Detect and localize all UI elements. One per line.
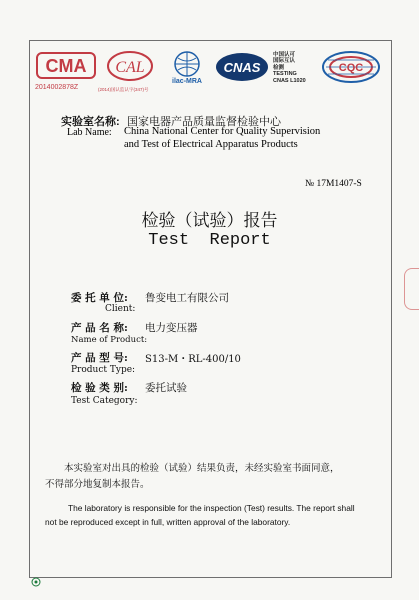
product-name-label-cn: 产 品 名 称:: [71, 322, 128, 334]
cnas-text-line: 中国认可: [273, 52, 296, 58]
notice-en-line2: not be reproduced except in full, written approval of the laboratory.: [45, 517, 291, 527]
notice-cn-line1: 本实验室对出具的检验（试验）结果负责，未经实验室书面同意，: [64, 463, 340, 474]
report-number: № 17M1407-S: [305, 179, 362, 189]
lab-name-en-label: Lab Name:: [67, 127, 112, 138]
cnas-text-line: 国际互认: [273, 58, 296, 65]
product-type-value: S13-M・RL-400/10: [145, 354, 241, 365]
test-category-label-en: Test Category:: [71, 396, 138, 406]
cal-note: (2014)国认监认字(347)号: [98, 87, 149, 92]
product-name-value: 电力变压器: [145, 322, 198, 334]
cma-code: 2014002878Z: [35, 84, 79, 91]
ilac-mra-logo: [164, 50, 210, 86]
cnas-text-line: CNAS L1020: [273, 77, 306, 84]
edge-stamp: [404, 268, 419, 310]
lab-name-cn-label: 实验室名称:: [61, 116, 120, 128]
cqc-logo: [320, 50, 382, 86]
cnas-accreditation-text: [273, 52, 306, 84]
cma-logo: [35, 50, 97, 86]
lab-name-cn: 国家电器产品质量监督检验中心: [127, 116, 281, 128]
cnas-text-line: 检测: [273, 64, 285, 71]
product-type-label-cn: 产 品 型 号:: [71, 352, 128, 364]
report-title-cn: 检验（试验）报告: [141, 211, 278, 231]
cal-letters: CAL: [115, 59, 145, 76]
test-category-value: 委托试验: [145, 382, 187, 394]
product-name-label-en: Name of Product:: [71, 335, 148, 345]
client-value: 鲁变电工有限公司: [145, 292, 229, 304]
cal-logo: [104, 50, 156, 86]
report-title-en: Test Report: [148, 231, 271, 250]
cqc-letters: CQC: [338, 62, 364, 74]
ilac-mra-letters: ilac-MRA: [172, 78, 202, 85]
cnas-logo: [214, 50, 270, 86]
client-label-cn: 委 托 单 位:: [71, 292, 128, 304]
lab-name-en-line2: and Test of Electrical Apparatus Products: [124, 139, 298, 150]
test-category-label-cn: 检 验 类 别:: [71, 382, 128, 394]
client-label-en: Client:: [105, 304, 136, 314]
notice-cn-line2: 不得部分地复制本报告。: [45, 479, 150, 490]
product-type-label-en: Product Type:: [71, 365, 136, 375]
corner-seal-icon: [31, 577, 41, 587]
cnas-letters: CNAS: [223, 60, 261, 75]
notice-en-line1: The laboratory is responsible for the inspection (Test) results. The report shall: [68, 503, 355, 513]
cnas-text-line: TESTING: [273, 71, 297, 78]
cma-letters: CMA: [45, 56, 87, 76]
lab-name-en-line1: China National Center for Quality Supervision: [124, 126, 321, 137]
